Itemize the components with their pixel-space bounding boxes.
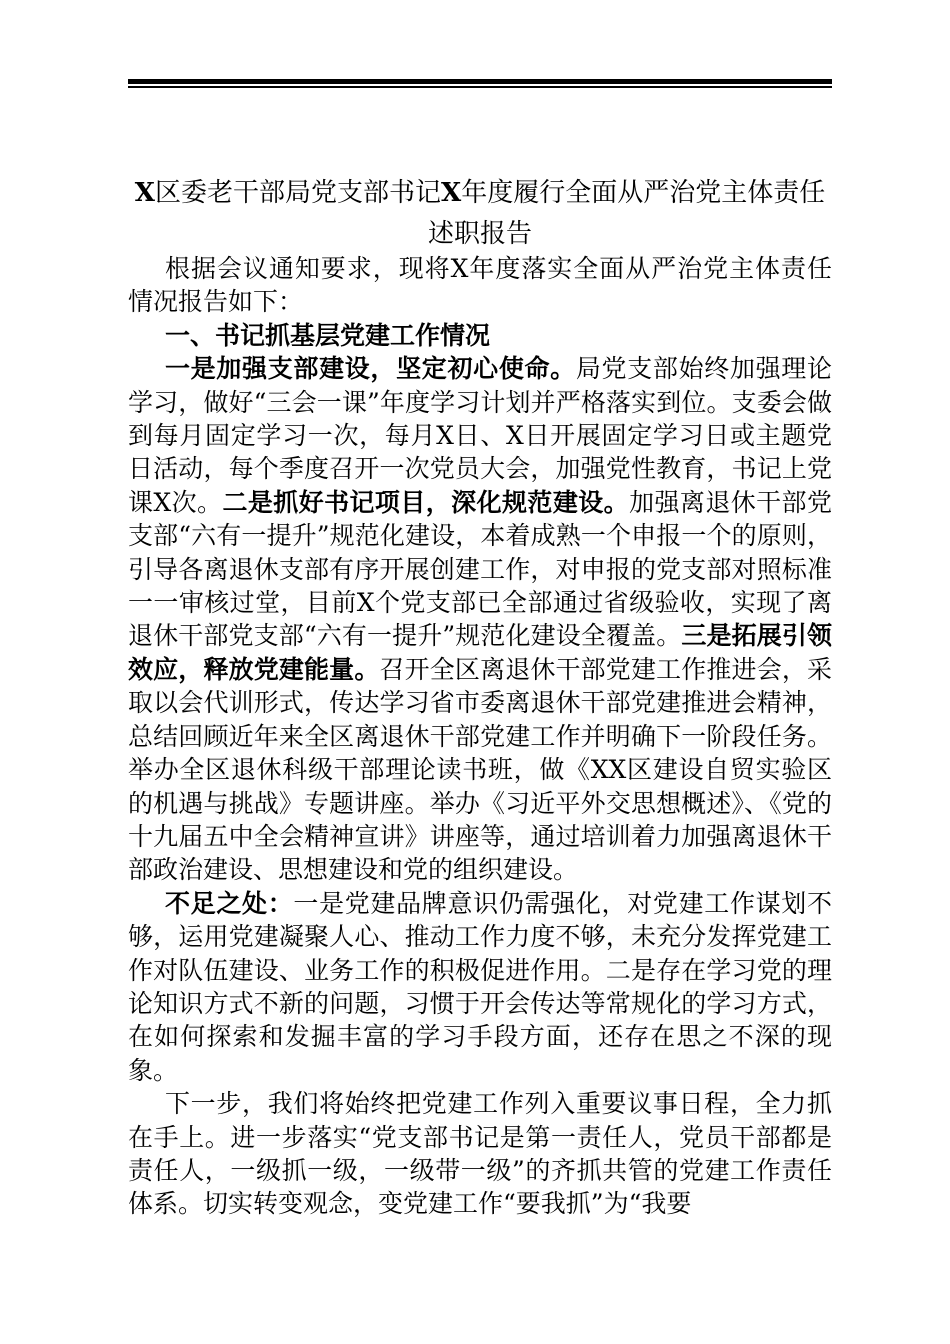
title-mid: 区委老干部局党支部书记 bbox=[154, 178, 441, 208]
header-rule-thick bbox=[128, 79, 832, 84]
text-3: 召开全区离退休干部党建工作推进会，采取以会代训形式，传达学习省市委离退休干部党建推进会精神，总结回顾近年来全区离退休干部党建工作并明确下一阶段任务。举办全区退休科级干部理论读书班，做《XX区建设自贸实验区的机遇与挑战》专题讲座。举办《习近平外交思想概述》、《党的十九届五中全会精神宣讲》讲座等，通过培训着力加强离退休干部政治建设、思想建设和党的组织建设。 bbox=[128, 654, 832, 885]
header-rule-thin bbox=[128, 86, 832, 88]
title-x-2: X bbox=[441, 178, 462, 208]
lead-3: 三是拓展引领效应，释放党建能量。 bbox=[128, 621, 832, 684]
text-1: 局党支部始终加强理论学习，做好“三会一课”年度学习计划并严格落实到位。支委会做到每月固定学习一次，每月X日、X日开展固定学习日或主题党日活动，每个季度召开一次党员大会，加强党性教育，书记上党课X次。 bbox=[128, 354, 832, 517]
lead-2: 二是抓好书记项目，深化规范建设。 bbox=[222, 487, 630, 517]
lead-1: 一是加强支部建设，坚定初心使命。 bbox=[165, 354, 576, 384]
document-body bbox=[128, 170, 832, 1221]
paragraph-party-building bbox=[128, 352, 832, 887]
title-x-1: X bbox=[134, 178, 155, 208]
shortcomings-text: 一是党建品牌意识仍需强化，对党建工作谋划不够，运用党建凝聚人心、推动工作力度不够，未充分发挥党建工作对队伍建设、业务工作的积极促进作用。二是存在学习党的理论知识方式不新的问题，习惯于开会传达等常规化的学习方式，在如何探索和发掘丰富的学习手段方面，还存在思之不深的现象。 bbox=[128, 888, 832, 1085]
intro-paragraph: 根据会议通知要求，现将X年度落实全面从严治党主体责任情况报告如下： bbox=[128, 254, 832, 317]
section-heading: 一、书记抓基层党建工作情况 bbox=[165, 320, 491, 350]
paragraph-next-steps: 下一步，我们将始终把党建工作列入重要议事日程，全力抓在手上。进一步落实“党支部书记是第一责任人，党员干部都是责任人，一级抓一级，一级带一级”的齐抓共管的党建工作责任体系。切实转变观念，变党建工作“要我抓”为“我要 bbox=[128, 1089, 832, 1219]
text-2: 加强离退休干部党支部“六有一提升”规范化建设，本着成熟一个申报一个的原则，引导各离退休支部有序开展创建工作，对申报的党支部对照标准一一审核过堂，目前X个党支部已全部通过省级验收，实现了离退休干部党支部“六有一提升”规范化建设全覆盖。 bbox=[128, 487, 832, 651]
document-title bbox=[128, 170, 832, 216]
title-rest: 年度履行全面从严治党主体责任 bbox=[461, 178, 826, 208]
document-title-line2: 述职报告 bbox=[427, 219, 532, 249]
shortcomings-lead: 不足之处： bbox=[165, 888, 294, 918]
paragraph-shortcomings bbox=[128, 887, 832, 1087]
